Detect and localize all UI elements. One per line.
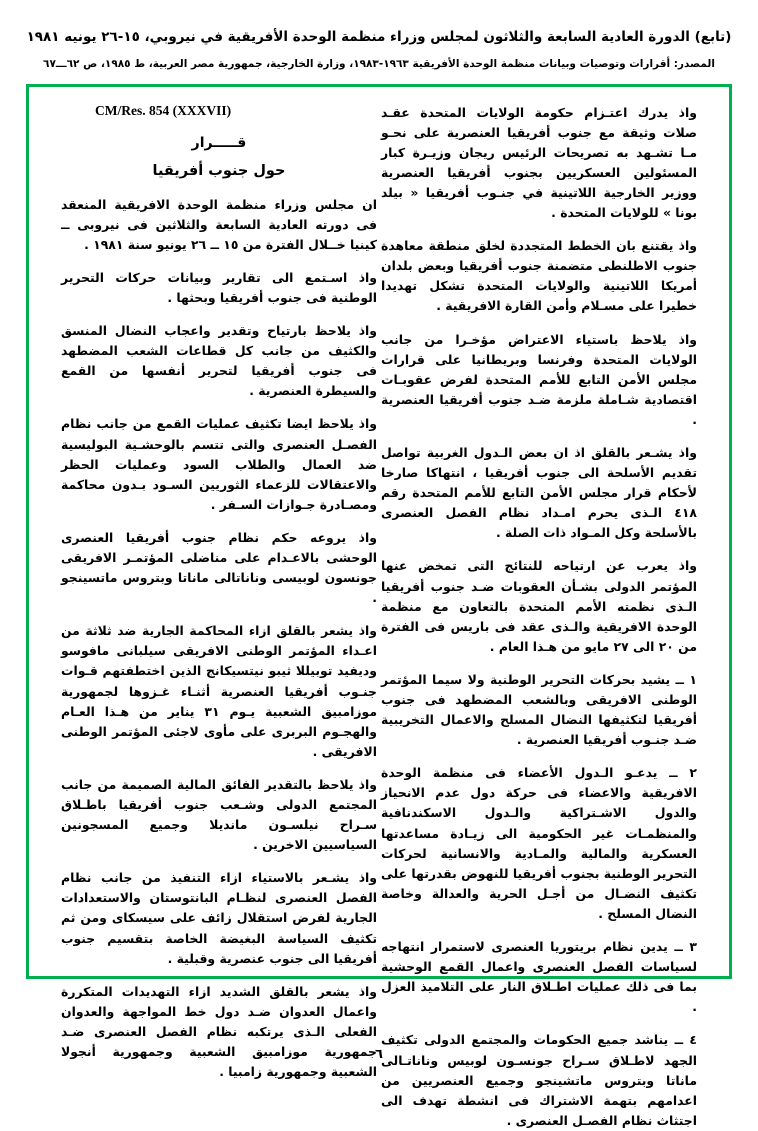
resolution-heading: قـــــرار	[191, 134, 247, 151]
paragraph: واذ يشعر بالقلق الشديد ازاء التهديدات المتكررة واعمال العدوان ضـد دول خط المواجهة والعدوان الفعلى الـذى يرتكبه نظام الفصل العنصرى ضـد جمهورية موزامبيق الشعبية وجمهورية أنجولا الشعبية وجمهورية زامبيا .	[61, 983, 377, 1080]
page-header	[26, 28, 732, 72]
paragraph: واذ اسـتمع الى تقارير وبيانات حركات التحرير الوطنية فى جنوب أفريقيا وبحثها .	[61, 269, 377, 305]
paragraph: واذ يشـعر بالقلق اذ ان بعض الـدول الغربية تواصل تقديم الأسلحة الى جنوب أفريقيا ، انتهاكا صارخا لأحكام قرار مجلس الأمن التابع للأمم المتحدة رقم ٤١٨ الـذى يحرم امـداد نظام الفصل العنصرى بالأسلحة وكل المـواد ذات الصلة .	[381, 444, 697, 541]
header-source: المصدر: أقرارات وتوصيات وبيانات منظمة الوحدة الأفريقية ١٩٦٣-١٩٨٣، وزارة الخارجية، جمهورية مصر العربية، ط ١٩٨٥، ص ٦٢ـــ٦٧	[43, 57, 715, 70]
paragraph: ١ ــ يشيد بحركات التحرير الوطنية ولا سيما المؤتمر الوطنى الافريقى وبالشعب المضطهد فى جنوب أفريقيا لتكثيفها النضال المسلح والاعمال التخريبية ضـد جنـوب أفريقيا العنصرية .	[381, 671, 697, 748]
paragraph: واذ يعرب عن ارتياحه للنتائج التى تمخض عنها المؤتمر الدولى بشـأن العقوبات ضـد جنوب أفريقيا الـذى نظمته الأمم المتحدة بالتعاون مع منظمة الوحدة الافريقية والـذى عقد فى باريس فى الفترة من ٢٠ الى ٢٧ مايو من هـذا العام .	[381, 558, 697, 654]
column-right	[47, 102, 379, 1080]
paragraph: واذ يلاحظ بالتقدير الفائق المالية الصميمة من جانب المجتمع الدولى وشـعب جنوب أفريقيا باطـلاق سـراح نيلسـون مانديلا وجميع المسجونين السياسيين الاخرين .	[61, 776, 377, 853]
paragraph: ٤ ــ يناشد جميع الحكومات والمجتمع الدولى تكثيف الجهد لاطـلاق سـراح جونسـون لوبيس وناناتـالى ماناتا وبتروس ماتشينجو وجميع العنصريين من اعدامهم بتهمة الاشتراك فى انشطة تهدف الى اجتثاث نظام الفصـل العنصرى .	[381, 1032, 697, 1128]
paragraph: واذ يقتنع بان الخطط المتجددة لخلق منطقة معاهدة جنوب الاطلنطى متضمنة جنوب أفريقيا وبعض بلدان أمريكا اللاتينية والولايات المتحدة تشكل تهديدا خطيرا على مسـلام وأمن القارة الافريقية .	[381, 238, 697, 314]
paragraph: ٢ ــ يدعـو الـدول الأعضاء فى منظمة الوحدة الافريقية والاعضاء فى حركة دول عدم الانحياز والدول الاشـتراكية والـدول الاسكندنافية والمنظمـات غير الحكومية الى زيـادة مساعدتها العسكرية والمالية والمـادية والانسانية لحركات التحرير الوطنية بجنوب أفريقيا للنهوض بقدرتها على تكثيف النضـال من أجـل الحرية والعدالة وخاصة النضال المسلح .	[381, 765, 697, 921]
paragraph: واذ يلاحظ ايضا تكثيف عمليات القمع من جانب نظام الفصـل العنصرى والتى تتسم بالوحشـية البوليسية ضد العمال والطلاب السود وعمليات الحظر والاعتقالات للزعماء الثوريين السـود بـدون محاكمة ومصـادرة جـوازات السـفر .	[61, 416, 377, 512]
paragraph: واذ يشعر بالقلق ازاء المحاكمة الجارية ضد ثلاثة من اعـداء المؤتمر الوطنى الافريقى سيلبانى مافوسو وديفيد توبيللا ثيبو نيتسيكانج الذين اختطفتهم قـوات جنـوب أفريقيا العنصرية أثنـاء غـزوها لجمهورية موزامبيق الشعبية يـوم ٣١ يناير من هـذا العـام والهجـوم البربرى على مأوى لاجئى المؤتمر الوطنى الافريقى .	[61, 623, 377, 759]
paragraph: ان مجلس وزراء منظمة الوحدة الافريقية المنعقد فى دورته العادية السابعة والثلاثين فى نيروبى ــ كينيا خــلال الفترة من ١٥ ــ ٢٦ يونيو سنة ١٩٨١ .	[61, 196, 377, 252]
content-frame	[26, 84, 732, 1128]
two-column-layout	[47, 102, 711, 1128]
column-left	[379, 103, 711, 1128]
header-title: (تابع) الدورة العادية السابعة والثلاثون لمجلس وزراء منظمة الوحدة الأفريقية في نيروبي، ١٥-٢٦ يونيه ١٩٨١	[26, 29, 732, 45]
paragraph: واذ يدرك اعتـزام حكومة الولايات المتحدة عقـد صلات وثيقة مع جنوب أفريقيا العنصرية على نحـو مـا تشـهد به تصريحات الرئيس ريجان وزيـرة كبار المسئولين العسكريين بجنوب أفريقيا العنصرية ووزير الخارجية اللاتينية في جنـوب أفريقيا « بيلد بونا » للولايات المتحدة .	[381, 104, 697, 221]
paragraph: واذ يلاحظ بارتياح وتقدير واعجاب النضال المنسق والكثيف من جانب كل قطاعات الشعب المضطهد فى جنوب أفريقيا لتحرير أنفسها من القمع والسيطرة العنصرية .	[61, 323, 377, 399]
paragraph: ٣ ــ يدين نظام بريتوريا العنصرى لاستمرار انتهاجه لسياسات الفصل العنصرى واعمال القمع الوحشية بما فى ذلك عمليات اطـلاق النار على التلاميذ العزل .	[381, 939, 697, 1015]
page-number: ٦	[375, 1047, 383, 1062]
paragraph: واذ يلاحظ باستياء الاعتراض مؤخـرا من جانب الولايات المتحدة وفرنسا وبريطانيا على قرارات مجلس الأمن التابع للأمم المتحدة لفرض عقوبـات اقتصادية شـاملة ملزمة ضـد جنوب أفريقيا العنصرية .	[381, 331, 697, 427]
resolution-subject: حول جنوب أفريقيا	[152, 162, 286, 179]
paragraph: واذ يروعه حكم نظام جنوب أفريقيا العنصرى الوحشى بالاعـدام على مناضلى المؤتمـر الافريقى جونسون لوبيسى وناناتالى ماناتا وبتروس ماتسينجو .	[61, 529, 377, 606]
paragraph: واذ يشـعر بالاستياء ازاء التنفيذ من جانب نظام الفصل العنصرى لنظـام البانتوستان والاستعدادات الجارية لفرض استقلال زائف على سيسكاى ومن ثم تكثيف السياسة البغيضة الخاصة بتقسيم جنوب أفريقيا الى جنوب عنصرية وقبلية .	[61, 870, 377, 966]
resolution-code: CM/Res. 854 (XXXVII)	[95, 102, 232, 118]
